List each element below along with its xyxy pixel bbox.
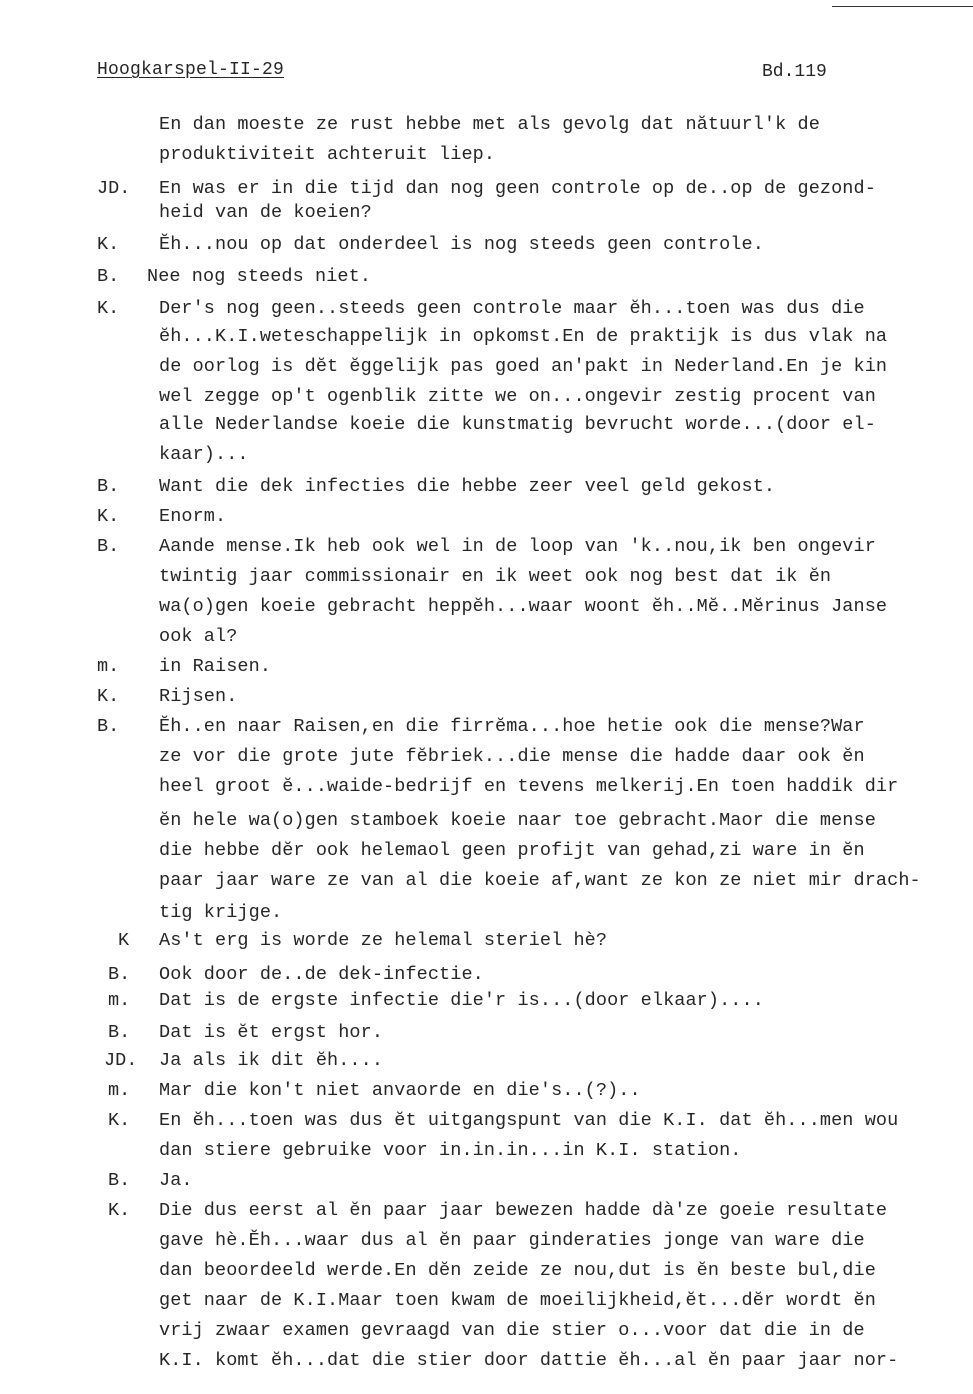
speaker-label: B.: [97, 266, 120, 287]
speaker-label: m.: [108, 1080, 131, 1101]
transcript-line: dan beoordeeld werde.En dĕn zeide ze nou,dut is ĕn beste bul,die: [159, 1260, 876, 1281]
transcript-line: produktiviteit achteruit liep.: [159, 144, 496, 165]
transcript-line: dan stiere gebruike voor in.in.in...in K.I. station.: [159, 1140, 742, 1161]
transcript-line: Aande mense.Ik heb ook wel in de loop van 'k..nou,ik ben ongevir: [159, 536, 876, 557]
transcript-line: Die dus eerst al ĕn paar jaar bewezen hadde dà'ze goeie resultate: [159, 1200, 888, 1221]
transcript-line: En ĕh...toen was dus ĕt uitgangspunt van die K.I. dat ĕh...men wou: [159, 1110, 899, 1131]
speaker-label: m.: [108, 990, 131, 1011]
speaker-label: K.: [97, 298, 120, 319]
transcript-line: wel zegge op't ogenblik zitte we on...ongevir zestig procent van: [159, 386, 876, 407]
speaker-label: K.: [97, 686, 120, 707]
transcript-line: gave hè.Ĕh...waar dus al ĕn paar ginderaties jonge van ware die: [159, 1230, 865, 1251]
transcript-line: tig krijge.: [159, 902, 283, 923]
speaker-label: B.: [97, 716, 120, 737]
speaker-label: B.: [97, 476, 120, 497]
page-number: Bd.119: [762, 62, 827, 82]
transcript-line: Ĕh...nou op dat onderdeel is nog steeds geen controle.: [159, 234, 764, 255]
speaker-label: m.: [97, 656, 120, 677]
speaker-label: K.: [97, 234, 120, 255]
speaker-label: B.: [108, 964, 131, 985]
speaker-label: K: [118, 930, 130, 951]
document-reference: Hoogkarspel-II-29: [97, 60, 285, 80]
transcript-line: Ja als ik dit ĕh....: [159, 1050, 384, 1071]
transcript-line: in Raisen.: [159, 656, 272, 677]
transcript-line: Enorm.: [159, 506, 227, 527]
transcript-line: En dan moeste ze rust hebbe met als gevolg dat nătuurl'k de: [159, 114, 820, 135]
transcript-line: heid van de koeien?: [159, 202, 372, 223]
transcript-line: As't erg is worde ze helemal steriel hè?: [159, 930, 608, 951]
transcript-line: paar jaar ware ze van al die koeie af,want ze kon ze niet mir drach-: [159, 870, 921, 891]
transcript-line: kaar)...: [159, 444, 249, 465]
transcript-line: K.I. komt ĕh...dat die stier door dattie ĕh...al ĕn paar jaar nor-: [159, 1350, 899, 1371]
transcript-line: heel groot ĕ...waide-bedrijf en tevens melkerij.En toen haddik dir: [159, 776, 899, 797]
transcript-line: Ĕh..en naar Raisen,en die firrĕma...hoe hetie ook die mense?War: [159, 716, 865, 737]
transcript-line: ze vor die grote jute fĕbriek...die mense die hadde daar ook ĕn: [159, 746, 865, 767]
transcript-line: get naar de K.I.Maar toen kwam de moeilijkheid,ĕt...dĕr wordt ĕn: [159, 1290, 876, 1311]
speaker-label: JD.: [97, 178, 131, 199]
speaker-label: B.: [108, 1170, 131, 1191]
transcript-line: Dat is de ergste infectie die'r is...(door elkaar)....: [159, 990, 764, 1011]
speaker-label: K.: [108, 1200, 131, 1221]
transcript-line: de oorlog is dĕt ĕggelijk pas goed an'pakt in Nederland.En je kin: [159, 356, 888, 377]
top-rule: [832, 6, 973, 7]
speaker-label: K.: [108, 1110, 131, 1131]
transcript-line: ĕh...K.I.weteschappelijk in opkomst.En de praktijk is dus vlak na: [159, 326, 888, 347]
transcript-line: twintig jaar commissionair en ik weet ook nog best dat ik ĕn: [159, 566, 832, 587]
speaker-label: B.: [108, 1022, 131, 1043]
transcript-line: En was er in die tijd dan nog geen controle op de..op de gezond-: [159, 178, 876, 199]
transcript-line: Rijsen.: [159, 686, 238, 707]
transcript-line: Ook door de..de dek-infectie.: [159, 964, 484, 985]
transcript-line: ook al?: [159, 626, 238, 647]
transcript-line: Nee nog steeds niet.: [147, 266, 372, 287]
transcript-line: vrij zwaar examen gevraagd van die stier o...voor dat die in de: [159, 1320, 865, 1341]
transcript-line: die hebbe dĕr ook helemaol geen profijt van gehad,zi ware in ĕn: [159, 840, 865, 861]
speaker-label: B.: [97, 536, 120, 557]
transcript-line: Mar die kon't niet anvaorde en die's..(?)..: [159, 1080, 641, 1101]
transcript-line: alle Nederlandse koeie die kunstmatig bevrucht worde...(door el-: [159, 414, 876, 435]
transcript-line: Dat is ĕt ergst hor.: [159, 1022, 384, 1043]
transcript-line: Want die dek infecties die hebbe zeer veel geld gekost.: [159, 476, 776, 497]
transcript-line: Der's nog geen..steeds geen controle maar ĕh...toen was dus die: [159, 298, 865, 319]
transcript-line: wa(o)gen koeie gebracht heppĕh...waar woont ĕh..Mĕ..Mĕrinus Janse: [159, 596, 888, 617]
transcript-line: ĕn hele wa(o)gen stamboek koeie naar toe gebracht.Maor die mense: [159, 810, 876, 831]
speaker-label: K.: [97, 506, 120, 527]
transcript-line: Ja.: [159, 1170, 193, 1191]
speaker-label: JD.: [104, 1050, 138, 1071]
